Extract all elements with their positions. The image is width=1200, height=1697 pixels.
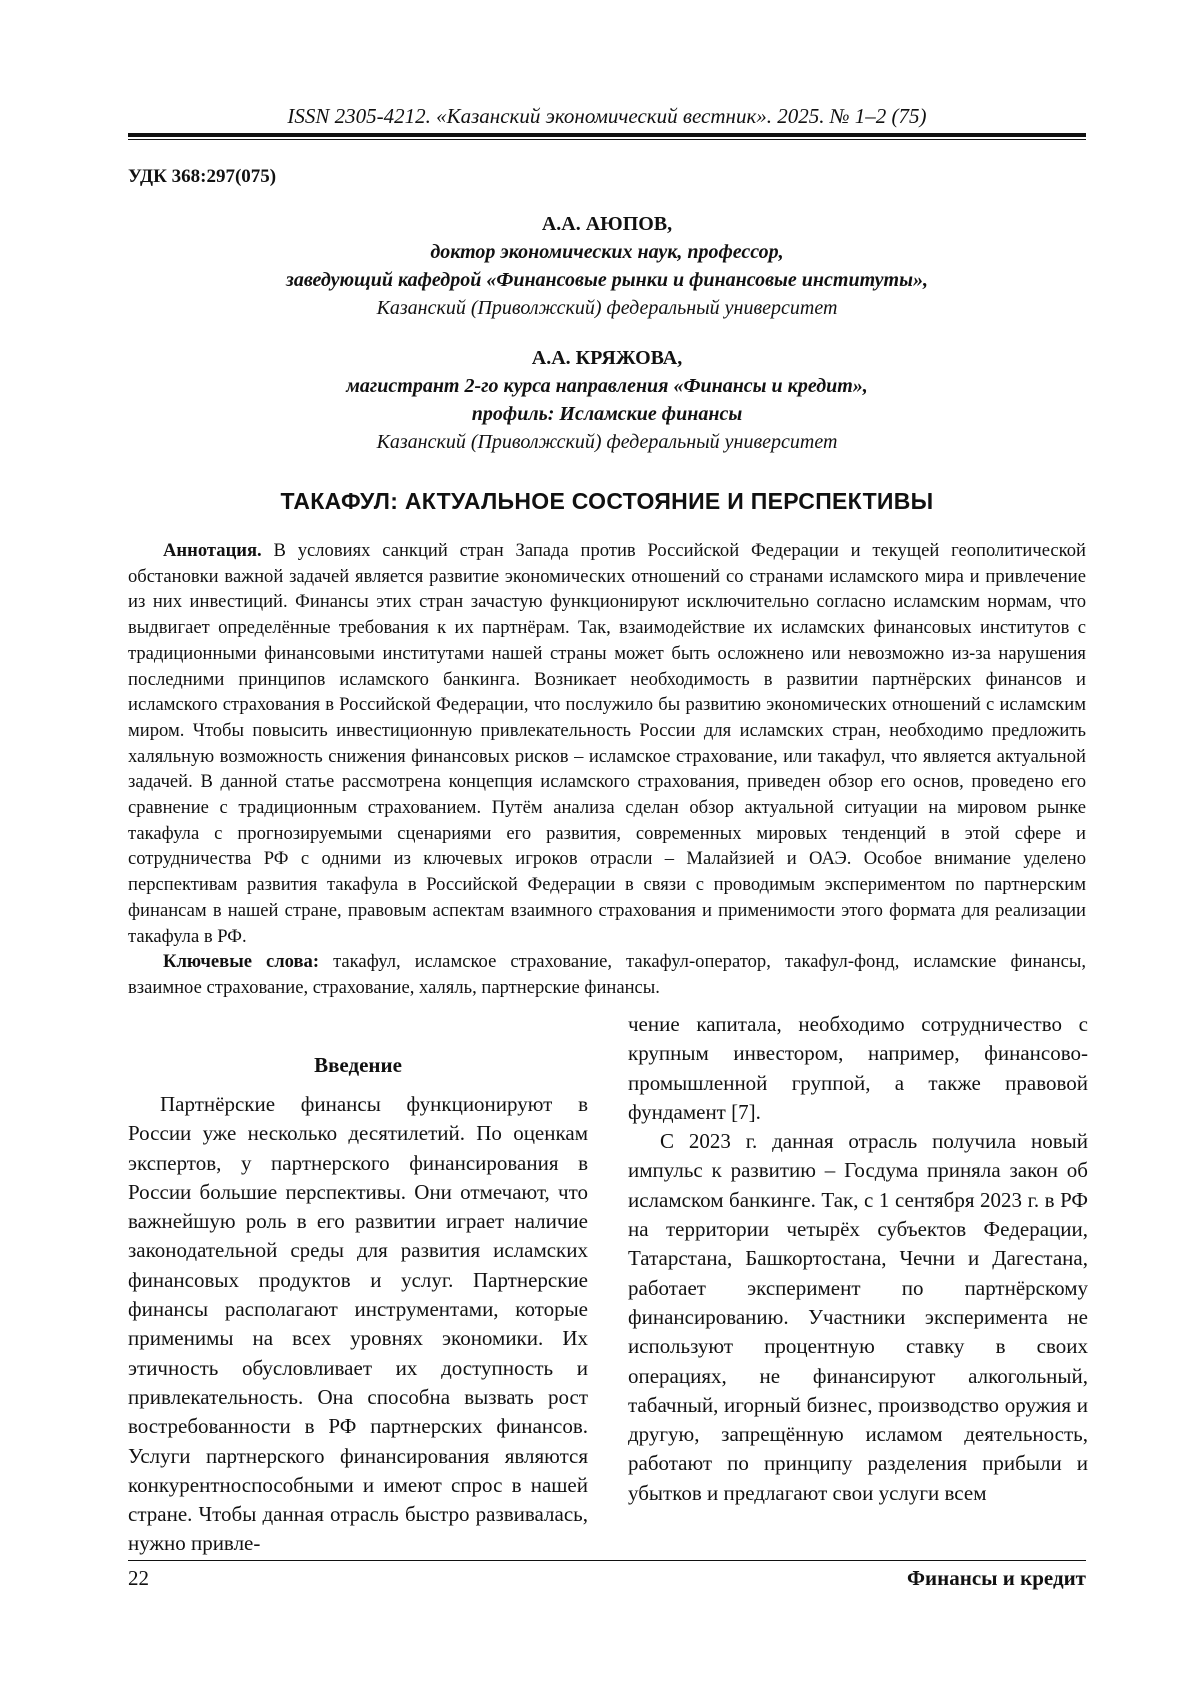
- journal-header: ISSN 2305-4212. «Казанский экономический вестник». 2025. № 1–2 (75): [287, 104, 927, 128]
- udk-code: УДК 368:297(075): [128, 166, 277, 187]
- header-rule-thin: [128, 139, 1086, 140]
- author-name: А.А. АЮПОВ,: [541, 213, 673, 235]
- footer-section-name: Финансы и кредит: [906, 1566, 1086, 1590]
- body-paragraph: С 2023 г. данная отрасль получила новый импульс к развитию – Госдума приняла закон об исламском банкинге. Так, с 1 сентября 2023 г. в РФ на территории четырёх субъектов Федерации, Татарстана, Башкортостана, Чечни и Дагестана, работает эксперимент по партнёрскому финансированию. Участники эксперимента не используют процентную ставку в своих операциях, не финансируют алкогольный, табачный, игорный бизнес, производство оружия и другую, запрещённую исламом деятельность, работают по принципу разделения прибыли и убытков и предлагают свои услуги всем: [628, 1129, 1088, 1505]
- abstract-paragraph: [128, 538, 1086, 949]
- footer-rule: [128, 1560, 1086, 1561]
- author-position: профиль: Исламские финансы: [471, 403, 743, 425]
- keywords-label: Ключевые слова:: [163, 951, 320, 973]
- body-paragraph: Партнёрские финансы функционируют в России уже несколько десятилетий. По оценкам экспертов, у партнерского финансирования в России большие перспективы. Они отмечают, что важнейшую роль в его развитии играет наличие законодательной среды для развития исламских финансовых продуктов и услуг. Партнерские финансы располагают инструментами, которые применимы на всех уровнях экономики. Их этичность обусловливает их доступность и привлекательность. Она способна вызвать рост востребованности в РФ партнерских финансов. Услуги партнерского финансирования являются конкурентноспособными и имеют спрос в нашей стране. Чтобы данная отрасль быстро развивалась, нужно привле-: [128, 1092, 588, 1556]
- author-position: заведующий кафедрой «Финансовые рынки и финансовые институты»,: [286, 269, 928, 291]
- header-rule: [128, 133, 1086, 137]
- author-affiliation: Казанский (Приволжский) федеральный университет: [376, 297, 838, 319]
- author-degree: магистрант 2-го курса направления «Финансы и кредит»,: [346, 375, 868, 397]
- keywords-text: такафул, исламское страхование, такафул-оператор, такафул-фонд, исламские финансы, взаимное страхование, страхование, халяль, партнерские финансы.: [128, 951, 1086, 998]
- section-heading: Введение: [314, 1053, 402, 1077]
- right-column: [628, 1010, 1088, 1508]
- author-affiliation: Казанский (Приволжский) федеральный университет: [376, 431, 838, 453]
- left-column: [128, 1090, 588, 1559]
- abstract-text: В условиях санкций стран Запада против Российской Федерации и текущей геополитической обстановки важной задачей является развитие экономических отношений со странами исламского мира и привлечение из них инвестиций. Финансы этих стран зачастую функционируют исключительно согласно исламским нормам, что выдвигает определённые требования к их партнёрам. Так, взаимодействие их исламских финансовых институтов с традиционными финансовыми институтами нашей страны может быть осложнено или невозможно из-за нарушения последними принципов исламского банкинга. Возникает необходимость в развитии партнёрских финансов и исламского страхования в Российской Федерации, что послужило бы развитию экономических отношений с исламским миром. Чтобы повысить инвестиционную привлекательность России для исламских стран, необходимо предложить халяльную возможность снижения финансовых рисков – исламское страхование, или такафул, что является актуальной задачей. В данной статье рассмотрена концепция исламского страхования, приведен обзор его основ, проведено его сравнение с традиционным страхованием. Путём анализа сделан обзор актуальной ситуации на мировом рынке такафула с прогнозируемыми сценариями его развития, современных мировых тенденций в этой сфере и сотрудничества РФ с одними из ключевых игроков отрасли – Малайзией и ОАЭ. Особое внимание уделено перспективам развития такафула в Российской Федерации в связи с проводимым экспериментом по партнерским финансам в нашей стране, правовым аспектам взаимного страхования и применимости этого формата для реализации такафула в РФ.: [128, 540, 1086, 947]
- author-degree: доктор экономических наук, профессор,: [430, 241, 784, 263]
- abstract-block: [128, 538, 1086, 1001]
- body-paragraph: чение капитала, необходимо сотрудничество с крупным инвестором, например, финансово-промышленной группой, а также правовой фундамент [7].: [628, 1012, 1088, 1124]
- article-title: ТАКАФУЛ: АКТУАЛЬНОЕ СОСТОЯНИЕ И ПЕРСПЕКТИВЫ: [280, 488, 934, 514]
- abstract-label: Аннотация.: [163, 540, 262, 561]
- page-number: 22: [128, 1566, 149, 1590]
- authors-block: [128, 210, 1086, 456]
- author-name: А.А. КРЯЖОВА,: [531, 347, 683, 369]
- keywords-paragraph: [128, 949, 1086, 1000]
